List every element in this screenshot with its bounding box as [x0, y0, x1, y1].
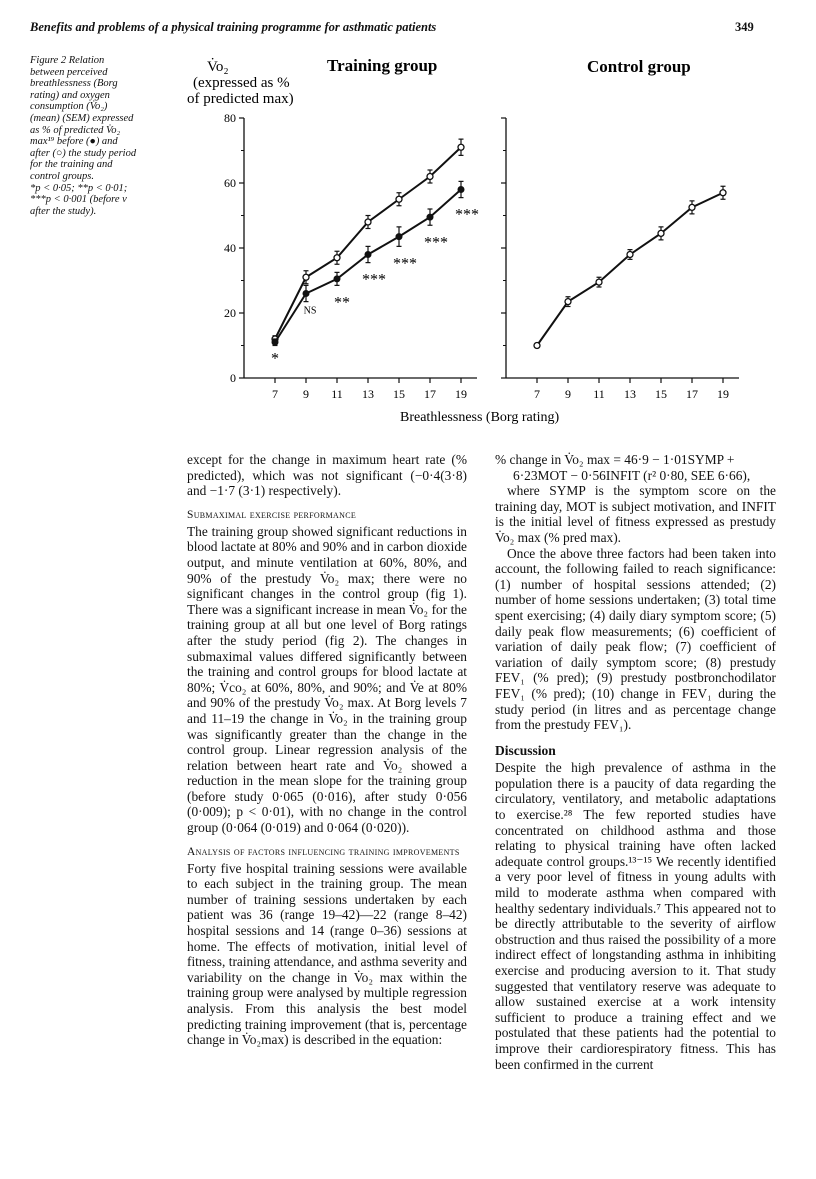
equation-line: 6·23MOT − 0·56INFIT (r² 0·80, SEE 6·66), [513, 467, 751, 483]
training-y-tick-label: 60 [224, 176, 236, 190]
control-point-open [658, 230, 664, 236]
caption-line: between perceived [30, 66, 108, 78]
figure-2-chart [180, 45, 780, 435]
caption-line: after the study). [30, 205, 97, 217]
training-title: Training group [327, 56, 438, 75]
training-x-tick-label: 7 [272, 387, 278, 401]
training-significance-label: * [271, 350, 279, 368]
caption-line: consumption (V̇o₂) [30, 101, 108, 113]
running-head: Benefits and problems of a physical training programme for asthmatic patients [30, 20, 437, 34]
training-ylabel-line-2: (expressed as % [193, 75, 290, 91]
paragraph: except for the change in maximum heart rate (% predicted), which was not significant (−0·4(3·8) and −1·7 (3·1) respectively). [187, 452, 467, 499]
training-point-filled [396, 234, 402, 240]
control-point-open [627, 252, 633, 258]
control-point-open [565, 299, 571, 305]
training-point-filled [303, 291, 309, 297]
control-x-tick-label: 7 [534, 387, 540, 401]
discussion-heading: Discussion [495, 742, 556, 758]
training-series-line-filled [275, 190, 461, 343]
equation-line: % change in V̇o₂ max = 46·9 − 1·01SYMP + [495, 452, 735, 467]
training-point-open [365, 219, 371, 225]
training-point-filled [458, 187, 464, 193]
caption-line: max¹⁹ before (●) and [30, 136, 118, 148]
training-point-open [396, 196, 402, 202]
caption-line: rating) and oxygen [30, 89, 110, 101]
training-x-tick-label: 19 [455, 387, 467, 401]
page-number: 349 [735, 20, 754, 34]
training-significance-label: *** [362, 271, 386, 289]
caption-line: *p < 0·05; **p < 0·01; [30, 182, 128, 194]
right-column [495, 452, 776, 1072]
training-significance-label: *** [455, 206, 479, 224]
training-y-tick-label: 0 [230, 371, 236, 385]
training-x-tick-label: 15 [393, 387, 405, 401]
control-x-tick-label: 9 [565, 387, 571, 401]
caption-line: control groups. [30, 170, 94, 182]
paragraph: Forty five hospital training sessions were available to each subject in the training group. The mean number of training sessions undertaken by each patient was 36 (range 19–42)—22 (range 8–42) hospital sessions and 14 (range 0–36) sessions at home. The effects of motivation, initial level of fitness, training attendance, and asthma severity and variability on the change in V̇o₂ max within the training group were analysed by multiple regression analysis. From this analysis the best model predicting training improvement (that is, percentage change in V̇o₂max) is described in the equation: [187, 860, 467, 1048]
training-point-filled [365, 252, 371, 258]
training-y-tick-label: 40 [224, 241, 236, 255]
training-point-open [334, 255, 340, 261]
training-y-tick-label: 20 [224, 306, 236, 320]
training-ylabel-line-3: of predicted max) [187, 91, 294, 107]
paragraph: Despite the high prevalence of asthma in the population there is a paucity of data regarding the circulatory, ventilatory, and metabolic adaptations to exercise.²⁸ The few reported studies have concentrated on childhood asthma and those relating to physical training have often lacked adequate control groups.¹³⁻¹⁵ We recently identified a very poor level of fitness in young adults with mild to moderate asthma when compared with healthy sedentary individuals.⁷ This appeared not to be directly attributable to the severity of airflow obstruction and thus raised the possibility of a more indirect effect of longstanding asthma in inhibiting exercise and producing aversion to it. That study suggested that ventilatory reserve was adequate to allow sustained exercise at a work intensity sufficient to produce a training effect and we postulated that these patients had the potential to improve their cardiorespiratory fitness. This has been confirmed in the current [495, 760, 776, 1072]
control-x-tick-label: 13 [624, 387, 636, 401]
caption-line: as % of predicted V̇o₂ [30, 124, 121, 136]
training-significance-label: *** [393, 255, 417, 273]
training-x-tick-label: 9 [303, 387, 309, 401]
caption-line: Figure 2 Relation [30, 55, 105, 66]
caption-line: (mean) (SEM) expressed [30, 112, 134, 124]
control-point-open [534, 343, 540, 349]
plot-layer [224, 111, 739, 401]
training-point-open [427, 174, 433, 180]
control-x-tick-label: 15 [655, 387, 667, 401]
training-point-filled [334, 276, 340, 282]
training-significance-label: ** [334, 294, 350, 312]
caption-line: for the training and [30, 159, 113, 171]
paragraph: The training group showed significant reductions in blood lactate at 80% and 90% and in carbon dioxide output, and minute ventilation at 60%, 80%, and 90% of the prestudy V̇o₂ max; there were no significant changes in the control group (fig 1). There was a significant increase in mean V̇o₂ for the training group at all but one level of Borg ratings after the study period (fig 2). The changes in submaximal values differed significantly between the training and control groups for blood lactate at 80%; V̇co₂ at 60%, 80%, and 90%; and V̇e at 80% and 90% of the prestudy V̇o₂ max. At Borg levels 7 and 11–19 the change in V̇o₂ in the training group was significantly greater than the change in the control group. Linear regression analysis of the relation between heart rate and V̇o₂ showed a reduction in the mean slope for the training group (before study 0·065 (0·016), after study 0·056 (0·009); p < 0·01), with no change in the control group (0·064 (0·019) and 0·064 (0·020)). [187, 523, 468, 836]
training-y-tick-label: 80 [224, 111, 236, 125]
control-x-tick-label: 17 [686, 387, 698, 401]
control-point-open [689, 204, 695, 210]
figure-caption [30, 55, 178, 217]
caption-line: ***p < 0·001 (before v [30, 194, 127, 206]
training-ylabel-line-1: V̇o₂ [207, 59, 229, 75]
training-x-tick-label: 11 [331, 387, 343, 401]
control-point-open [596, 279, 602, 285]
control-x-tick-label: 11 [593, 387, 605, 401]
control-title: Control group [587, 57, 691, 76]
training-significance-label: NS [303, 305, 317, 317]
control-series-line-open [537, 193, 723, 346]
training-point-open [303, 274, 309, 280]
training-point-open [458, 144, 464, 150]
control-point-open [720, 190, 726, 196]
section-heading: Analysis of factors influencing training improvements [187, 845, 460, 858]
training-x-tick-label: 13 [362, 387, 374, 401]
caption-line: after (○) the study period [30, 147, 137, 159]
training-significance-label: *** [424, 234, 448, 252]
x-axis-label: Breathlessness (Borg rating) [400, 410, 560, 425]
paragraph: where SYMP is the symptom score on the training day, MOT is subject motivation, and INFIT is the initial level of fitness expressed as prestudy V̇o₂ max (% pred max). [495, 483, 776, 545]
caption-line: breathlessness (Borg [30, 78, 118, 90]
section-heading: Submaximal exercise performance [187, 508, 357, 521]
training-x-tick-label: 17 [424, 387, 436, 401]
left-column [187, 452, 467, 1048]
training-point-filled [427, 214, 433, 220]
paragraph: Once the above three factors had been taken into account, the following failed to reach significance: (1) number of hospital sessions attended; (2) number of home sessions undertaken; (3) total time spent exercising; (4) daily diary symptom score; (5) daily peak flow measurements; (6) coefficient of variation of daily peak flow; (7) coefficient of variation of daily symptom score; (8) prestudy FEV₁ (% pred); (9) prestudy postbronchodilator FEV₁ (% pred); (10) change in FEV₁ during the study period (in litres and as percentage change from the prestudy FEV₁). [495, 545, 776, 733]
training-point-filled [272, 339, 278, 345]
control-x-tick-label: 19 [717, 387, 729, 401]
